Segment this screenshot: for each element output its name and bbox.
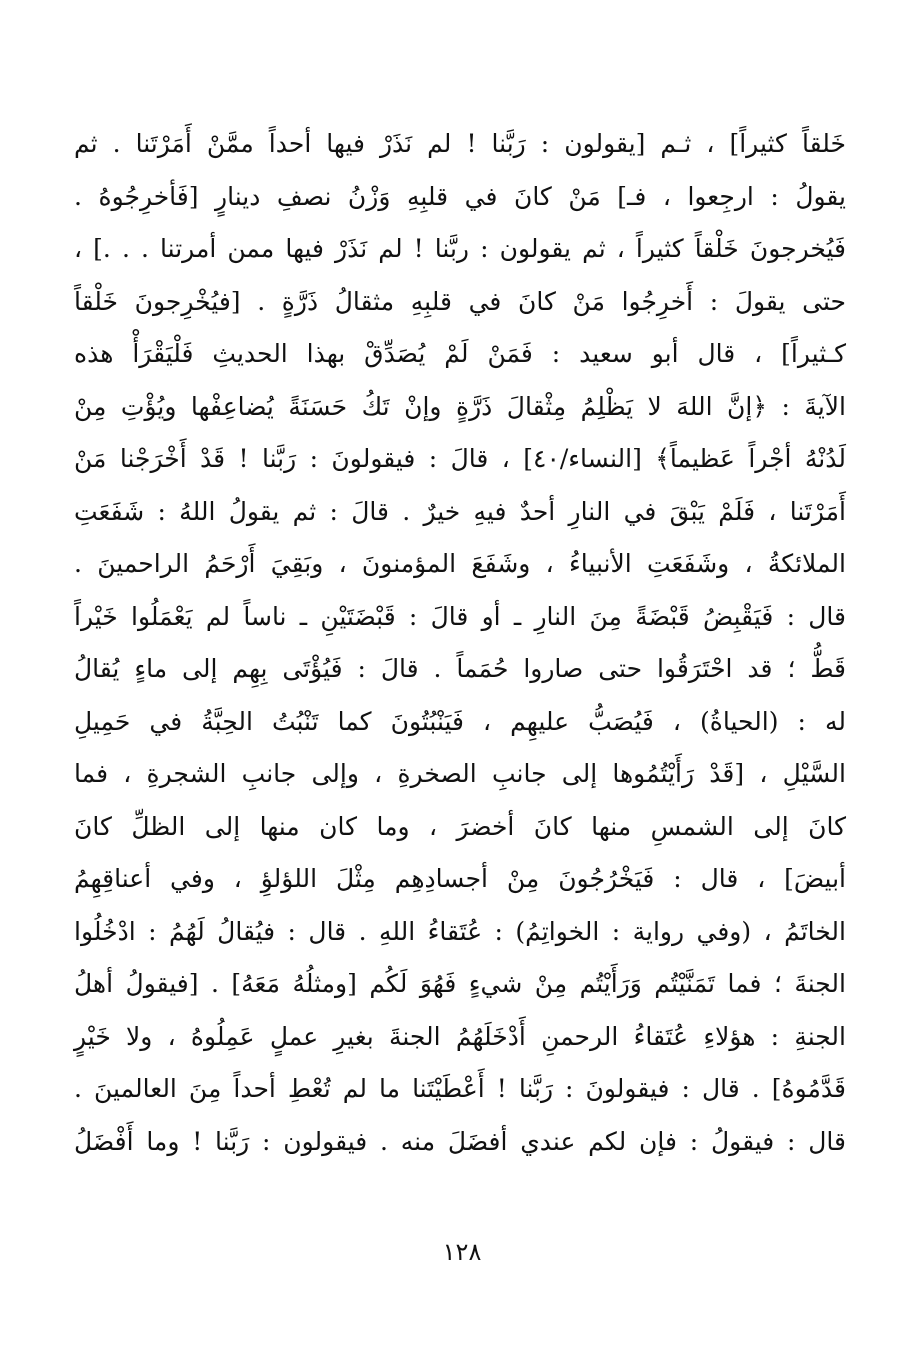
text-line: أبيضَ] ، قال : فَيَخْرُجُونَ مِنْ أجسادِهِم مِثْلَ اللؤلؤِ ، وفي أعناقِهِمُ bbox=[74, 864, 846, 893]
text-line: يقولُ : ارجِعوا ، فـ] مَنْ كانَ في قلبِهِ وَزْنُ نصفِ دينارٍ [فَأخرِجُوهُ . bbox=[74, 181, 846, 211]
text-line: خَلقاً كثيراً] ، ثـم [يقولون : رَبَّنا ! لم نَذَرْ فيها أحداً ممَّنْ أَمَرْتَنا . ثم bbox=[74, 129, 846, 158]
text-line: الجنةَ ؛ فما تَمَنَّيْتُم وَرَأَيْتُم مِنْ شيءٍ فَهُوَ لَكُم [ومثلُهُ مَعَهُ] . [فيقولُ أهلُ bbox=[74, 969, 847, 998]
text-line: أَمَرْتَنا ، فَلَمْ يَبْقَ في النارِ أحدٌ فيهِ خيرٌ . قالَ : ثم يقولُ اللهُ : شَفَعَتِ bbox=[74, 496, 846, 526]
text-line: الملائكةُ ، وشَفَعَتِ الأنبياءُ ، وشَفَعَ المؤمنونَ ، وبَقِيَ أَرْحَمُ الراحمينَ . bbox=[74, 549, 846, 578]
body-text bbox=[74, 118, 846, 1168]
page-number: ١٢٨ bbox=[442, 1238, 482, 1266]
text-line: قَدَّمُوهُ] . قال : فيقولونَ : رَبَّنا ! أَعْطَيْتَنا ما لم تُعْطِ أحداً مِنَ العالمينَ . bbox=[74, 1074, 846, 1103]
text-line: السَّيْلِ ، [قَدْ رَأَيْتُمُوها إلى جانبِ الصخرةِ ، وإلى جانبِ الشجرةِ ، فما bbox=[74, 759, 846, 788]
text-line: الآيةَ : ﴿إنَّ اللهَ لا يَظْلِمُ مِثْقالَ ذَرَّةٍ وإنْ تَكُ حَسَنَةً يُضاعِفْها ويُؤْتِ مِنْ bbox=[74, 391, 846, 421]
text-line: قال : فيقولُ : فإن لكم عندي أفضَلَ منه . فيقولون : رَبَّنا ! وما أَفْضَلُ bbox=[74, 1126, 846, 1156]
text-line: حتى يقولَ : أَخرِجُوا مَنْ كانَ في قلبِهِ مثقالُ ذَرَّةٍ . [فيُخْرِجونَ خَلْقاً bbox=[74, 286, 846, 316]
text-line: الخاتَمُ ، (وفي رواية : الخواتِمُ) : عُتَقاءُ اللهِ . قال : فيُقالُ لَهُمُ : ادْخُلُوا bbox=[74, 916, 846, 946]
text-line: كـثيراً] ، قال أبو سعيد : فَمَنْ لَمْ يُصَدِّقْ بهذا الحديثِ فَلْيَقْرَأْ هذه bbox=[74, 339, 846, 368]
text-line: له : (الحياةُ) ، فَيُصَبُّ عليهِم ، فَيَنْبُتُونَ كما تَنْبُتُ الحِبَّةُ في حَمِيلِ bbox=[74, 706, 846, 736]
text-line: الجنةِ : هؤلاءِ عُتَقاءُ الرحمنِ أَدْخَلَهُمُ الجنةَ بغيرِ عملٍ عَمِلُوهُ ، ولا خَيْرٍ bbox=[74, 1021, 846, 1051]
text-line: قَطُّ ؛ قد احْتَرَقُوا حتى صاروا حُمَماً . قالَ : فَيُؤْتَى بِهِم إلى ماءٍ يُقالُ bbox=[74, 654, 846, 683]
text-line: لَدُنْهُ أجْراً عَظيماً﴾ [النساء/٤٠] ، قالَ : فيقولونَ : رَبَّنا ! قَدْ أَخْرَجْنا مَنْ bbox=[74, 444, 846, 473]
text-line: كانَ إلى الشمسِ منها كانَ أخضرَ ، وما كان منها إلى الظلِّ كانَ bbox=[74, 811, 846, 841]
text-line: فَيُخرجونَ خَلْقاً كثيراً ، ثم يقولون : ربَّنا ! لم نَذَرْ فيها ممن أمرتنا . . .] ، bbox=[74, 234, 846, 263]
text-line: قال : فَيَقْبِضُ قَبْضَةً مِنَ النارِ ـ أو قالَ : قَبْضَتَيْنِ ـ ناساً لم يَعْمَلُوا خَيْراً bbox=[74, 601, 846, 631]
